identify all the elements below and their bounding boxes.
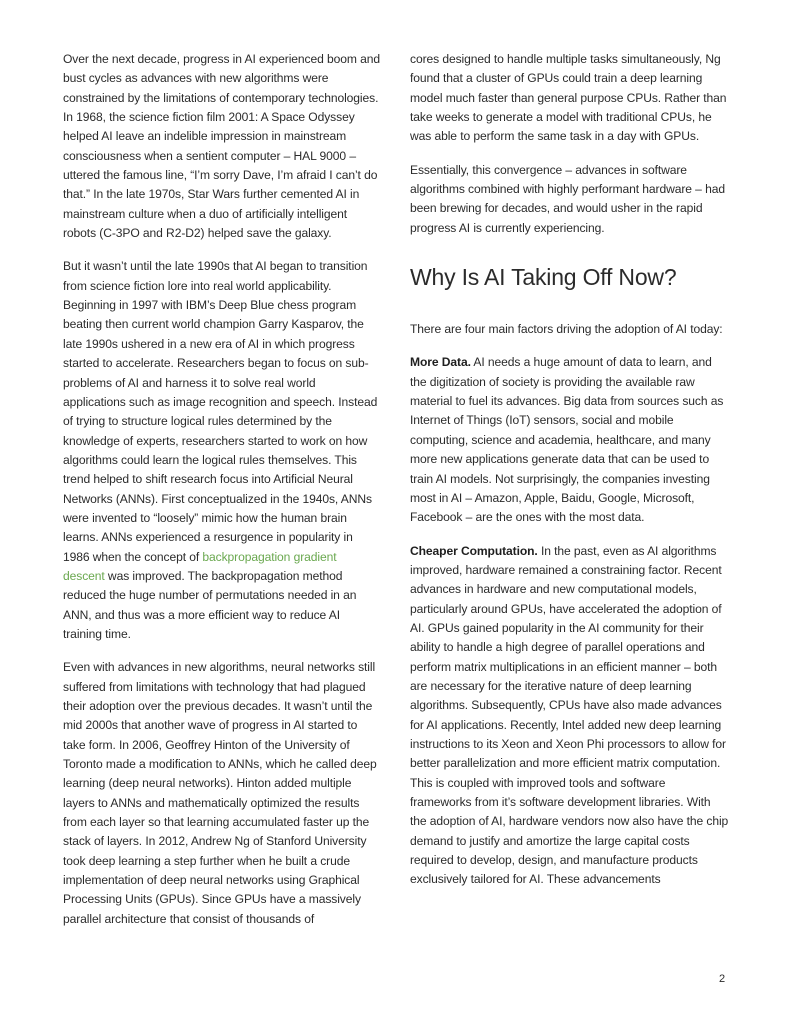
- left-column: [63, 50, 381, 943]
- paragraph-more-data: [410, 353, 730, 527]
- right-column: [410, 50, 730, 904]
- paragraph-ai-boom-bust: Over the next decade, progress in AI experienced boom and bust cycles as advances with new algorithms were constrained by the limitations of contemporary technologies. In 1968, the science fiction film 2001: A Space Odyssey helped AI leave an indelible impression in mainstream consciousness when a sentient computer – HAL 9000 – uttered the famous line, “I’m sorry Dave, I’m afraid I can’t do that.” In the late 1970s, Star Wars further cemented AI in mainstream culture when a duo of artificially intelligent robots (C-3PO and R2-D2) helped save the galaxy.: [63, 52, 380, 241]
- paragraph-gpu-cluster: cores designed to handle multiple tasks simultaneously, Ng found that a cluster of GPUs could train a deep learning model much faster than general purpose CPUs. Rather than take weeks to generate a model with traditional CPUs, he was able to perform the same task in a day with GPUs.: [410, 52, 727, 144]
- paragraph-late-1990s-text: But it wasn’t until the late 1990s that AI began to transition from science fiction lore into real world applicability. Beginning in 1997 with IBM’s Deep Blue chess program beating then current world champion Garry Kasparov, the late 1990s ushered in a new era of AI in which progress started to accelerate. Researchers began to focus on sub-problems of AI and harness it to solve real world applications such as image recognition and speech. Instead of trying to structure logical rules determined by the knowledge of experts, researchers started to work on how algorithms could learn the logical rules themselves. This trend helped to shift research focus into Artificial Neural Networks (ANNs). First conceptualized in the 1940s, ANNs were invented to “loosely” mimic how the human brain learns. ANNs experienced a resurgence in popularity in 1986 when the concept of: [63, 259, 378, 564]
- backpropagation-link[interactable]: backpropagation gradient descent: [63, 549, 337, 583]
- paragraph-four-factors-intro: There are four main factors driving the adoption of AI today:: [410, 322, 723, 337]
- paragraph-convergence: Essentially, this convergence – advances in software algorithms combined with highly performant hardware – had been brewing for decades, and would usher in the rapid progress AI is currently experiencing.: [410, 162, 725, 235]
- section-heading: Why Is AI Taking Off Now?: [410, 264, 677, 291]
- more-data-text: AI needs a huge amount of data to learn, and the digitization of society is providing the available raw material to fuel its advances. Big data from sources such as Internet of Things (IoT) sensors, social and mobile computing, science and academia, healthcare, and many more new applications generate data that can be used to train AI models. Not surprisingly, the companies investing most in AI – Amazon, Apple, Baidu, Google, Microsoft, Facebook – are the ones with the most data.: [410, 355, 724, 525]
- paragraph-cheaper-computation: [410, 542, 730, 890]
- more-data-label: More Data.: [410, 355, 471, 370]
- paragraph-deep-learning-history: Even with advances in new algorithms, neural networks still suffered from limitations with technology that had plagued their adoption over the previous decades. It wasn’t until the mid 2000s that another wave of progress in AI started to take form. In 2006, Geoffrey Hinton of the University of Toronto made a modification to ANNs, which he called deep learning (deep neural networks). Hinton added multiple layers to ANNs and mathematically optimized the results from each layer so that learning accumulated faster up the stack of layers. In 2012, Andrew Ng of Stanford University took deep learning a step further when he built a crude implementation of deep neural networks using Graphical Processing Units (GPUs). Since GPUs have a massively parallel architecture that consist of thousands of: [63, 660, 377, 926]
- page-number: 2: [719, 973, 726, 985]
- paragraph-late-1990s: [63, 257, 381, 644]
- cheaper-computation-label: Cheaper Computation.: [410, 543, 538, 558]
- cheaper-computation-text: In the past, even as AI algorithms improved, hardware remained a constraining factor. Recent advances in hardware and new computational models, particularly around GPUs, have accelerated the adoption of AI. GPUs gained popularity in the AI community for their ability to handle a high degree of parallel operations and perform matrix multiplications in an efficient manner – both are necessary for the iterative nature of deep learning algorithms. Subsequently, CPUs have also made advances for AI applications. Recently, Intel added new deep learning instructions to its Xeon and Xeon Phi processors to allow for better parallelization and more efficient matrix computation. This is coupled with improved tools and software frameworks from it’s software development libraries. With the adoption of AI, hardware vendors now also have the chip demand to justify and amortize the large capital costs required to develop, design, and manufacture products exclusively tailored for AI. These advancements: [410, 543, 729, 887]
- paragraph-late-1990s-text-end: was improved. The backpropagation method reduced the huge number of permutations needed in an ANN, and thus was a more efficient way to reduce AI training time.: [63, 568, 357, 641]
